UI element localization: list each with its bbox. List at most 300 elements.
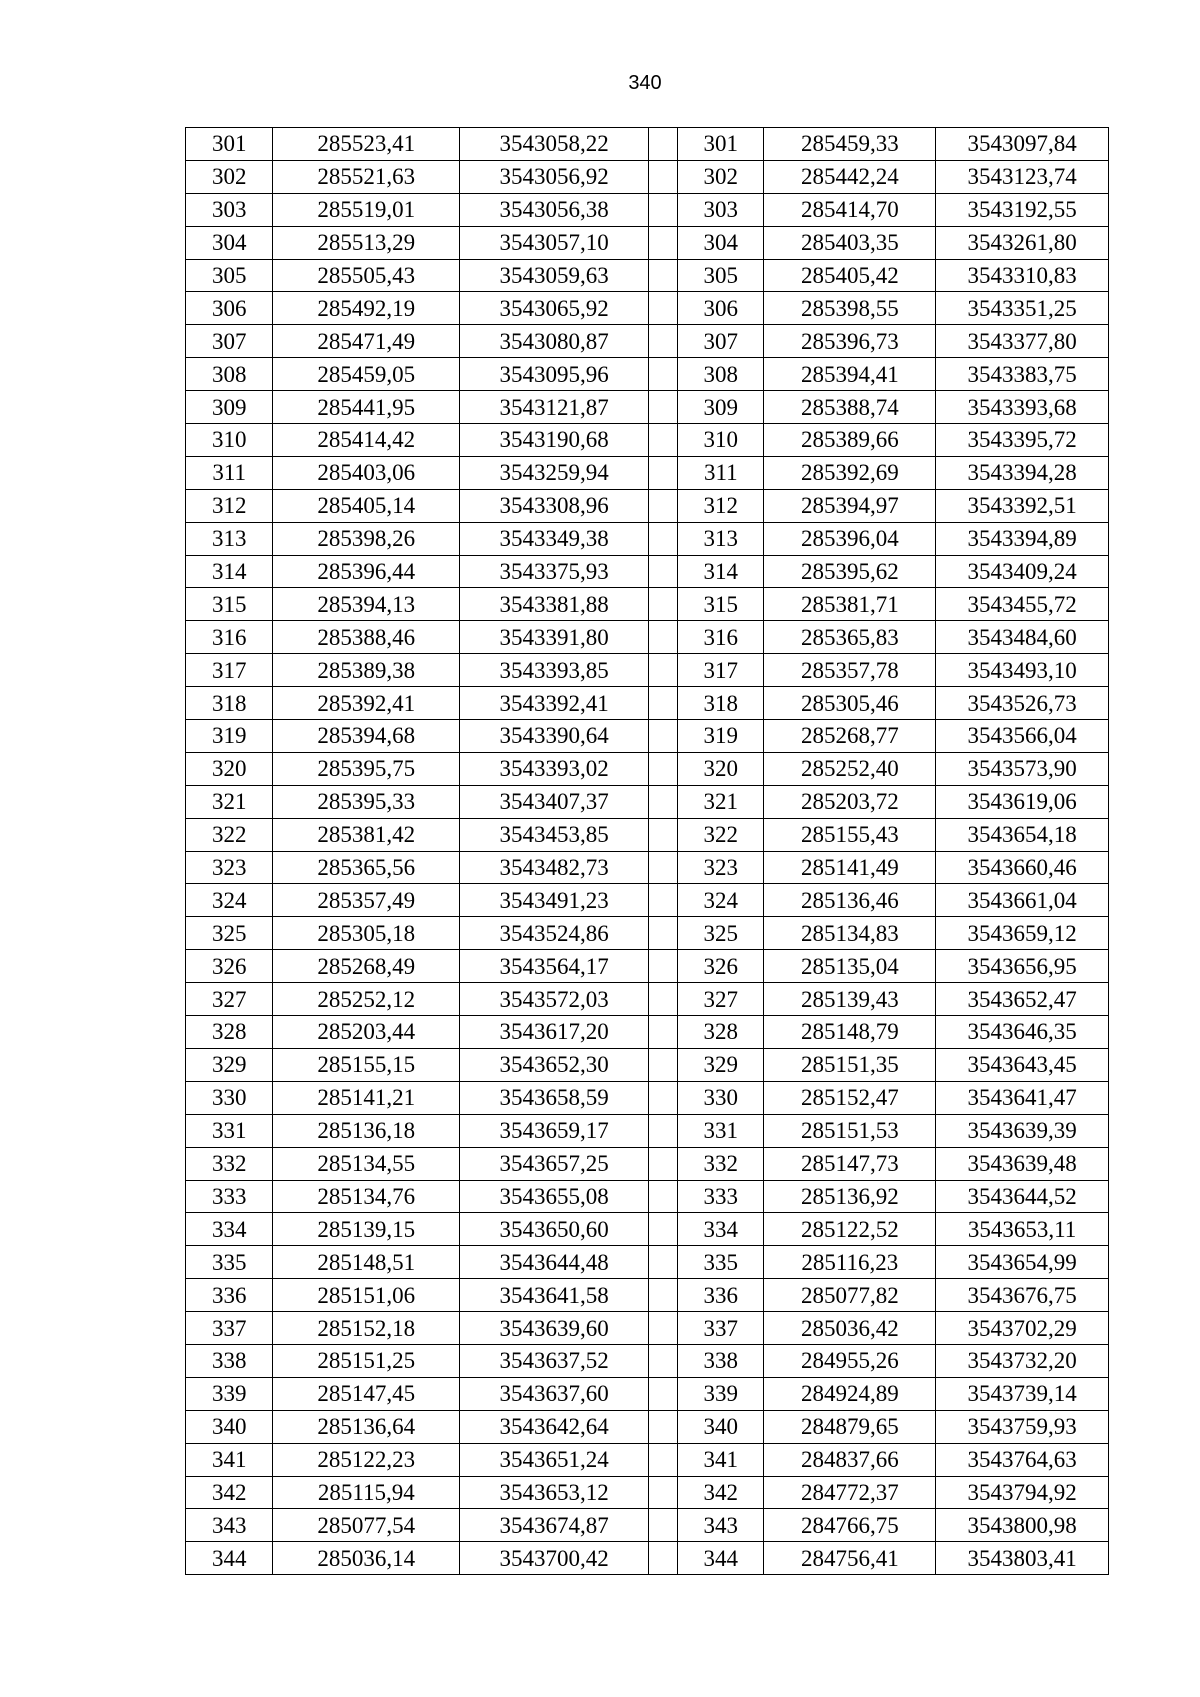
right-y-coordinate: 3543619,06 <box>936 785 1109 818</box>
right-y-coordinate: 3543526,73 <box>936 687 1109 720</box>
right-point-number: 319 <box>678 720 764 753</box>
table-row <box>186 884 1109 917</box>
right-x-coordinate: 285134,83 <box>764 917 936 950</box>
right-point-number: 323 <box>678 851 764 884</box>
table-row <box>186 358 1109 391</box>
right-x-coordinate: 285398,55 <box>764 292 936 325</box>
table-row <box>186 1048 1109 1081</box>
left-y-coordinate: 3543381,88 <box>460 588 649 621</box>
table-row <box>186 292 1109 325</box>
right-point-number: 331 <box>678 1114 764 1147</box>
right-x-coordinate: 285036,42 <box>764 1312 936 1345</box>
left-point-number: 311 <box>186 456 273 489</box>
right-x-coordinate: 285151,53 <box>764 1114 936 1147</box>
table-row <box>186 654 1109 687</box>
left-x-coordinate: 285441,95 <box>273 391 460 424</box>
spacer-cell <box>648 1443 677 1476</box>
left-x-coordinate: 285136,18 <box>273 1114 460 1147</box>
right-y-coordinate: 3543409,24 <box>936 555 1109 588</box>
right-point-number: 315 <box>678 588 764 621</box>
left-point-number: 306 <box>186 292 273 325</box>
left-x-coordinate: 285147,45 <box>273 1377 460 1410</box>
table-row <box>186 1542 1109 1575</box>
left-x-coordinate: 285036,14 <box>273 1542 460 1575</box>
right-x-coordinate: 284837,66 <box>764 1443 936 1476</box>
right-point-number: 303 <box>678 193 764 226</box>
spacer-cell <box>648 160 677 193</box>
left-x-coordinate: 285521,63 <box>273 160 460 193</box>
table-row <box>186 588 1109 621</box>
left-x-coordinate: 285381,42 <box>273 818 460 851</box>
right-y-coordinate: 3543566,04 <box>936 720 1109 753</box>
right-point-number: 308 <box>678 358 764 391</box>
left-point-number: 326 <box>186 950 273 983</box>
left-point-number: 302 <box>186 160 273 193</box>
left-y-coordinate: 3543080,87 <box>460 325 649 358</box>
table-row <box>186 489 1109 522</box>
left-y-coordinate: 3543524,86 <box>460 917 649 950</box>
spacer-cell <box>648 752 677 785</box>
right-x-coordinate: 285403,35 <box>764 226 936 259</box>
right-point-number: 327 <box>678 983 764 1016</box>
table-row <box>186 1016 1109 1049</box>
table-row <box>186 259 1109 292</box>
table-row <box>186 456 1109 489</box>
right-x-coordinate: 285139,43 <box>764 983 936 1016</box>
left-y-coordinate: 3543641,58 <box>460 1279 649 1312</box>
left-y-coordinate: 3543391,80 <box>460 621 649 654</box>
spacer-cell <box>648 917 677 950</box>
left-point-number: 334 <box>186 1213 273 1246</box>
left-point-number: 330 <box>186 1081 273 1114</box>
right-y-coordinate: 3543643,45 <box>936 1048 1109 1081</box>
left-x-coordinate: 285392,41 <box>273 687 460 720</box>
left-point-number: 339 <box>186 1377 273 1410</box>
right-x-coordinate: 285396,04 <box>764 522 936 555</box>
left-point-number: 304 <box>186 226 273 259</box>
right-x-coordinate: 285396,73 <box>764 325 936 358</box>
right-point-number: 344 <box>678 1542 764 1575</box>
table-row <box>186 1377 1109 1410</box>
right-x-coordinate: 285151,35 <box>764 1048 936 1081</box>
left-x-coordinate: 285077,54 <box>273 1509 460 1542</box>
right-point-number: 329 <box>678 1048 764 1081</box>
right-point-number: 301 <box>678 128 764 161</box>
right-point-number: 310 <box>678 424 764 457</box>
spacer-cell <box>648 1279 677 1312</box>
right-x-coordinate: 285136,46 <box>764 884 936 917</box>
right-y-coordinate: 3543661,04 <box>936 884 1109 917</box>
left-point-number: 310 <box>186 424 273 457</box>
left-x-coordinate: 285357,49 <box>273 884 460 917</box>
left-x-coordinate: 285394,68 <box>273 720 460 753</box>
right-x-coordinate: 285148,79 <box>764 1016 936 1049</box>
right-y-coordinate: 3543493,10 <box>936 654 1109 687</box>
right-x-coordinate: 285155,43 <box>764 818 936 851</box>
spacer-cell <box>648 226 677 259</box>
right-y-coordinate: 3543656,95 <box>936 950 1109 983</box>
left-y-coordinate: 3543657,25 <box>460 1147 649 1180</box>
right-point-number: 318 <box>678 687 764 720</box>
right-y-coordinate: 3543394,28 <box>936 456 1109 489</box>
right-x-coordinate: 285388,74 <box>764 391 936 424</box>
left-point-number: 336 <box>186 1279 273 1312</box>
right-x-coordinate: 285405,42 <box>764 259 936 292</box>
right-point-number: 307 <box>678 325 764 358</box>
table-row <box>186 917 1109 950</box>
table-row <box>186 1476 1109 1509</box>
left-point-number: 320 <box>186 752 273 785</box>
right-point-number: 332 <box>678 1147 764 1180</box>
left-point-number: 319 <box>186 720 273 753</box>
right-point-number: 333 <box>678 1180 764 1213</box>
left-y-coordinate: 3543065,92 <box>460 292 649 325</box>
left-x-coordinate: 285389,38 <box>273 654 460 687</box>
right-y-coordinate: 3543351,25 <box>936 292 1109 325</box>
left-y-coordinate: 3543564,17 <box>460 950 649 983</box>
right-x-coordinate: 285203,72 <box>764 785 936 818</box>
left-x-coordinate: 285398,26 <box>273 522 460 555</box>
right-y-coordinate: 3543395,72 <box>936 424 1109 457</box>
left-x-coordinate: 285139,15 <box>273 1213 460 1246</box>
spacer-cell <box>648 1542 677 1575</box>
left-point-number: 344 <box>186 1542 273 1575</box>
left-y-coordinate: 3543655,08 <box>460 1180 649 1213</box>
table-row <box>186 621 1109 654</box>
spacer-cell <box>648 1509 677 1542</box>
right-y-coordinate: 3543803,41 <box>936 1542 1109 1575</box>
right-y-coordinate: 3543646,35 <box>936 1016 1109 1049</box>
left-point-number: 312 <box>186 489 273 522</box>
right-point-number: 340 <box>678 1410 764 1443</box>
spacer-cell <box>648 555 677 588</box>
right-y-coordinate: 3543377,80 <box>936 325 1109 358</box>
right-point-number: 321 <box>678 785 764 818</box>
spacer-cell <box>648 720 677 753</box>
left-x-coordinate: 285115,94 <box>273 1476 460 1509</box>
page-number: 340 <box>628 72 662 94</box>
right-point-number: 328 <box>678 1016 764 1049</box>
right-x-coordinate: 285414,70 <box>764 193 936 226</box>
spacer-cell <box>648 1476 677 1509</box>
table-row <box>186 818 1109 851</box>
left-y-coordinate: 3543652,30 <box>460 1048 649 1081</box>
left-x-coordinate: 285151,06 <box>273 1279 460 1312</box>
right-y-coordinate: 3543484,60 <box>936 621 1109 654</box>
left-x-coordinate: 285394,13 <box>273 588 460 621</box>
left-point-number: 332 <box>186 1147 273 1180</box>
right-point-number: 305 <box>678 259 764 292</box>
table-row <box>186 193 1109 226</box>
left-x-coordinate: 285152,18 <box>273 1312 460 1345</box>
right-y-coordinate: 3543383,75 <box>936 358 1109 391</box>
right-y-coordinate: 3543659,12 <box>936 917 1109 950</box>
left-point-number: 340 <box>186 1410 273 1443</box>
left-y-coordinate: 3543651,24 <box>460 1443 649 1476</box>
left-x-coordinate: 285203,44 <box>273 1016 460 1049</box>
spacer-cell <box>648 292 677 325</box>
right-y-coordinate: 3543097,84 <box>936 128 1109 161</box>
left-point-number: 314 <box>186 555 273 588</box>
left-y-coordinate: 3543700,42 <box>460 1542 649 1575</box>
left-y-coordinate: 3543056,38 <box>460 193 649 226</box>
left-point-number: 338 <box>186 1344 273 1377</box>
left-point-number: 315 <box>186 588 273 621</box>
left-x-coordinate: 285492,19 <box>273 292 460 325</box>
left-y-coordinate: 3543057,10 <box>460 226 649 259</box>
spacer-cell <box>648 522 677 555</box>
left-point-number: 305 <box>186 259 273 292</box>
right-y-coordinate: 3543392,51 <box>936 489 1109 522</box>
left-point-number: 341 <box>186 1443 273 1476</box>
right-point-number: 334 <box>678 1213 764 1246</box>
right-y-coordinate: 3543394,89 <box>936 522 1109 555</box>
left-x-coordinate: 285305,18 <box>273 917 460 950</box>
right-point-number: 343 <box>678 1509 764 1542</box>
left-x-coordinate: 285151,25 <box>273 1344 460 1377</box>
table-row <box>186 1312 1109 1345</box>
spacer-cell <box>648 687 677 720</box>
left-point-number: 342 <box>186 1476 273 1509</box>
left-point-number: 335 <box>186 1246 273 1279</box>
right-y-coordinate: 3543739,14 <box>936 1377 1109 1410</box>
spacer-cell <box>648 259 677 292</box>
spacer-cell <box>648 193 677 226</box>
left-x-coordinate: 285395,33 <box>273 785 460 818</box>
left-x-coordinate: 285523,41 <box>273 128 460 161</box>
table-row <box>186 128 1109 161</box>
left-y-coordinate: 3543644,48 <box>460 1246 649 1279</box>
table-row <box>186 1279 1109 1312</box>
left-y-coordinate: 3543392,41 <box>460 687 649 720</box>
right-y-coordinate: 3543653,11 <box>936 1213 1109 1246</box>
right-point-number: 338 <box>678 1344 764 1377</box>
table-row <box>186 687 1109 720</box>
left-y-coordinate: 3543407,37 <box>460 785 649 818</box>
table-row <box>186 325 1109 358</box>
right-y-coordinate: 3543192,55 <box>936 193 1109 226</box>
spacer-cell <box>648 654 677 687</box>
spacer-cell <box>648 1048 677 1081</box>
right-x-coordinate: 285077,82 <box>764 1279 936 1312</box>
right-x-coordinate: 284955,26 <box>764 1344 936 1377</box>
right-point-number: 314 <box>678 555 764 588</box>
right-x-coordinate: 285394,97 <box>764 489 936 522</box>
right-y-coordinate: 3543759,93 <box>936 1410 1109 1443</box>
left-point-number: 337 <box>186 1312 273 1345</box>
left-x-coordinate: 285268,49 <box>273 950 460 983</box>
left-x-coordinate: 285395,75 <box>273 752 460 785</box>
left-y-coordinate: 3543059,63 <box>460 259 649 292</box>
spacer-cell <box>648 621 677 654</box>
right-point-number: 341 <box>678 1443 764 1476</box>
right-point-number: 325 <box>678 917 764 950</box>
left-x-coordinate: 285513,29 <box>273 226 460 259</box>
left-y-coordinate: 3543121,87 <box>460 391 649 424</box>
left-point-number: 307 <box>186 325 273 358</box>
right-x-coordinate: 285136,92 <box>764 1180 936 1213</box>
left-x-coordinate: 285365,56 <box>273 851 460 884</box>
left-x-coordinate: 285519,01 <box>273 193 460 226</box>
right-x-coordinate: 285395,62 <box>764 555 936 588</box>
coordinates-table <box>185 127 1109 1575</box>
table-row <box>186 424 1109 457</box>
left-y-coordinate: 3543650,60 <box>460 1213 649 1246</box>
table-row <box>186 522 1109 555</box>
left-point-number: 327 <box>186 983 273 1016</box>
left-x-coordinate: 285414,42 <box>273 424 460 457</box>
left-point-number: 303 <box>186 193 273 226</box>
left-point-number: 328 <box>186 1016 273 1049</box>
left-point-number: 322 <box>186 818 273 851</box>
left-y-coordinate: 3543259,94 <box>460 456 649 489</box>
left-x-coordinate: 285141,21 <box>273 1081 460 1114</box>
right-y-coordinate: 3543676,75 <box>936 1279 1109 1312</box>
spacer-cell <box>648 489 677 522</box>
left-y-coordinate: 3543308,96 <box>460 489 649 522</box>
right-point-number: 335 <box>678 1246 764 1279</box>
right-y-coordinate: 3543123,74 <box>936 160 1109 193</box>
right-x-coordinate: 285122,52 <box>764 1213 936 1246</box>
right-x-coordinate: 285141,49 <box>764 851 936 884</box>
table-row <box>186 1147 1109 1180</box>
left-x-coordinate: 285471,49 <box>273 325 460 358</box>
left-point-number: 321 <box>186 785 273 818</box>
right-x-coordinate: 284766,75 <box>764 1509 936 1542</box>
spacer-cell <box>648 1180 677 1213</box>
right-x-coordinate: 284772,37 <box>764 1476 936 1509</box>
left-y-coordinate: 3543617,20 <box>460 1016 649 1049</box>
table-row <box>186 1213 1109 1246</box>
right-point-number: 336 <box>678 1279 764 1312</box>
table-row <box>186 983 1109 1016</box>
left-x-coordinate: 285155,15 <box>273 1048 460 1081</box>
left-y-coordinate: 3543674,87 <box>460 1509 649 1542</box>
left-y-coordinate: 3543637,60 <box>460 1377 649 1410</box>
left-y-coordinate: 3543659,17 <box>460 1114 649 1147</box>
left-point-number: 318 <box>186 687 273 720</box>
spacer-cell <box>648 1246 677 1279</box>
table-row <box>186 1509 1109 1542</box>
left-point-number: 313 <box>186 522 273 555</box>
left-y-coordinate: 3543572,03 <box>460 983 649 1016</box>
right-x-coordinate: 285381,71 <box>764 588 936 621</box>
left-y-coordinate: 3543375,93 <box>460 555 649 588</box>
right-x-coordinate: 285252,40 <box>764 752 936 785</box>
right-y-coordinate: 3543794,92 <box>936 1476 1109 1509</box>
spacer-cell <box>648 1016 677 1049</box>
right-y-coordinate: 3543261,80 <box>936 226 1109 259</box>
right-y-coordinate: 3543800,98 <box>936 1509 1109 1542</box>
spacer-cell <box>648 325 677 358</box>
right-x-coordinate: 285442,24 <box>764 160 936 193</box>
left-y-coordinate: 3543658,59 <box>460 1081 649 1114</box>
left-point-number: 324 <box>186 884 273 917</box>
right-point-number: 312 <box>678 489 764 522</box>
spacer-cell <box>648 1377 677 1410</box>
left-y-coordinate: 3543637,52 <box>460 1344 649 1377</box>
right-point-number: 311 <box>678 456 764 489</box>
left-x-coordinate: 285134,55 <box>273 1147 460 1180</box>
table-row <box>186 391 1109 424</box>
right-point-number: 322 <box>678 818 764 851</box>
left-x-coordinate: 285396,44 <box>273 555 460 588</box>
right-y-coordinate: 3543644,52 <box>936 1180 1109 1213</box>
right-point-number: 316 <box>678 621 764 654</box>
left-y-coordinate: 3543639,60 <box>460 1312 649 1345</box>
right-y-coordinate: 3543652,47 <box>936 983 1109 1016</box>
spacer-cell <box>648 851 677 884</box>
right-point-number: 302 <box>678 160 764 193</box>
right-y-coordinate: 3543639,39 <box>936 1114 1109 1147</box>
spacer-cell <box>648 456 677 489</box>
table-row <box>186 752 1109 785</box>
right-point-number: 320 <box>678 752 764 785</box>
spacer-cell <box>648 424 677 457</box>
right-x-coordinate: 285394,41 <box>764 358 936 391</box>
left-point-number: 309 <box>186 391 273 424</box>
left-x-coordinate: 285136,64 <box>273 1410 460 1443</box>
left-point-number: 323 <box>186 851 273 884</box>
right-x-coordinate: 285268,77 <box>764 720 936 753</box>
spacer-cell <box>648 950 677 983</box>
left-y-coordinate: 3543482,73 <box>460 851 649 884</box>
left-point-number: 308 <box>186 358 273 391</box>
right-point-number: 330 <box>678 1081 764 1114</box>
right-x-coordinate: 285147,73 <box>764 1147 936 1180</box>
spacer-cell <box>648 358 677 391</box>
left-point-number: 333 <box>186 1180 273 1213</box>
left-x-coordinate: 285388,46 <box>273 621 460 654</box>
left-y-coordinate: 3543491,23 <box>460 884 649 917</box>
left-y-coordinate: 3543058,22 <box>460 128 649 161</box>
table-row <box>186 160 1109 193</box>
table-row <box>186 1443 1109 1476</box>
left-x-coordinate: 285403,06 <box>273 456 460 489</box>
right-y-coordinate: 3543702,29 <box>936 1312 1109 1345</box>
spacer-cell <box>648 818 677 851</box>
left-y-coordinate: 3543056,92 <box>460 160 649 193</box>
left-y-coordinate: 3543190,68 <box>460 424 649 457</box>
right-y-coordinate: 3543393,68 <box>936 391 1109 424</box>
table-row <box>186 851 1109 884</box>
spacer-cell <box>648 391 677 424</box>
spacer-cell <box>648 1312 677 1345</box>
right-y-coordinate: 3543641,47 <box>936 1081 1109 1114</box>
right-point-number: 339 <box>678 1377 764 1410</box>
spacer-cell <box>648 1081 677 1114</box>
left-point-number: 343 <box>186 1509 273 1542</box>
right-x-coordinate: 285305,46 <box>764 687 936 720</box>
table-row <box>186 555 1109 588</box>
table-row <box>186 950 1109 983</box>
right-point-number: 324 <box>678 884 764 917</box>
left-y-coordinate: 3543642,64 <box>460 1410 649 1443</box>
right-y-coordinate: 3543660,46 <box>936 851 1109 884</box>
left-y-coordinate: 3543393,85 <box>460 654 649 687</box>
spacer-cell <box>648 588 677 621</box>
right-point-number: 309 <box>678 391 764 424</box>
spacer-cell <box>648 1410 677 1443</box>
right-point-number: 304 <box>678 226 764 259</box>
right-y-coordinate: 3543455,72 <box>936 588 1109 621</box>
right-point-number: 342 <box>678 1476 764 1509</box>
left-x-coordinate: 285134,76 <box>273 1180 460 1213</box>
spacer-cell <box>648 1147 677 1180</box>
right-x-coordinate: 284756,41 <box>764 1542 936 1575</box>
left-x-coordinate: 285405,14 <box>273 489 460 522</box>
right-point-number: 337 <box>678 1312 764 1345</box>
